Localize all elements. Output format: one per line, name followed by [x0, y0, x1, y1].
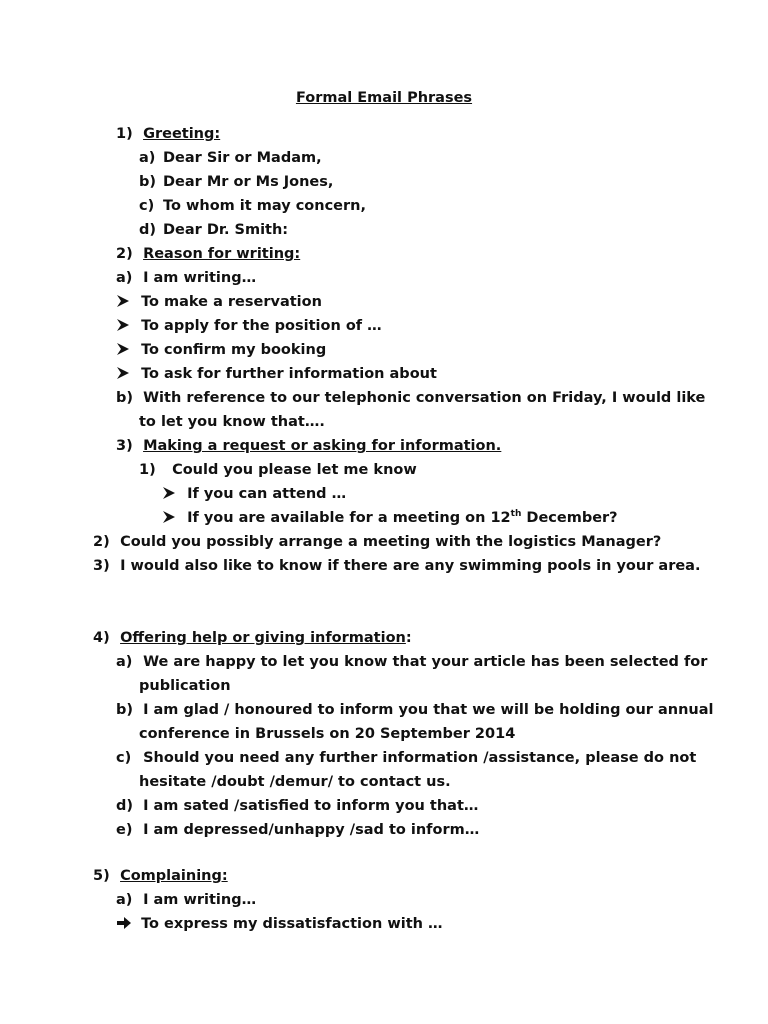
arrowhead-bullet-icon — [116, 366, 130, 380]
list-item-text: We are happy to let you know that your article has been selected for — [143, 654, 708, 670]
section-heading: Reason for writing: — [143, 246, 301, 262]
bullet-text: To confirm my booking — [141, 342, 327, 358]
bullet-text-part: December? — [521, 510, 618, 526]
page-title: Formal Email Phrases — [295, 90, 473, 106]
bullet-item — [162, 484, 346, 504]
arrowhead-bullet-icon — [116, 318, 130, 332]
list-marker: 3) — [93, 558, 110, 574]
list-item — [139, 172, 333, 192]
list-item — [93, 532, 661, 552]
section-heading: Offering help or giving information — [120, 630, 406, 646]
bullet-text: To ask for further information about — [141, 366, 437, 382]
list-item-continuation: conference in Brussels on 20 September 2014 — [139, 726, 516, 742]
list-item-text: Dear Dr. Smith: — [163, 222, 289, 238]
list-item — [116, 652, 707, 672]
list-item-text: Should you need any further information /assistance, please do not — [143, 750, 697, 766]
list-item-text: I am glad / honoured to inform you that we will be holding our annual — [143, 702, 714, 718]
list-item-text: I am depressed/unhappy /sad to inform… — [143, 822, 480, 838]
list-item — [116, 268, 256, 288]
bullet-item — [116, 316, 382, 336]
list-item-text: To whom it may concern, — [163, 198, 366, 214]
section-complaining — [93, 866, 228, 886]
list-marker: a) — [116, 892, 133, 908]
section-request — [116, 436, 501, 456]
bullet-item — [116, 340, 326, 360]
list-item-text: I would also like to know if there are any swimming pools in your area. — [120, 558, 701, 574]
section-heading: Complaining: — [120, 868, 228, 884]
list-marker: b) — [116, 390, 134, 406]
heading-colon: : — [405, 630, 412, 646]
list-marker: 4) — [93, 630, 110, 646]
list-item — [116, 388, 705, 408]
list-marker: 1) — [139, 462, 156, 478]
section-heading: Making a request or asking for information. — [143, 438, 502, 454]
list-item — [139, 148, 322, 168]
list-marker: d) — [116, 798, 134, 814]
right-arrow-icon — [116, 916, 132, 930]
bullet-item — [116, 292, 322, 312]
section-reason — [116, 244, 300, 264]
list-marker: a) — [139, 150, 156, 166]
arrowhead-bullet-icon — [116, 294, 130, 308]
list-marker: a) — [116, 654, 133, 670]
bullet-item — [162, 508, 618, 528]
list-item-text: With reference to our telephonic conversation on Friday, I would like — [143, 390, 706, 406]
list-marker: b) — [116, 702, 134, 718]
list-item — [116, 796, 478, 816]
list-item-text: I am writing… — [143, 892, 257, 908]
section-heading: Greeting: — [143, 126, 221, 142]
arrow-item-text: To express my dissatisfaction with … — [141, 916, 443, 932]
list-item — [93, 556, 700, 576]
list-marker: 2) — [116, 246, 133, 262]
list-item-text: I am sated /satisfied to inform you that… — [143, 798, 479, 814]
list-item-text: Dear Sir or Madam, — [163, 150, 322, 166]
section-greeting — [116, 124, 220, 144]
list-item-text: Dear Mr or Ms Jones, — [163, 174, 334, 190]
list-marker: c) — [139, 198, 155, 214]
list-item-text: Could you please let me know — [172, 462, 417, 478]
list-marker: 5) — [93, 868, 110, 884]
list-item-continuation: publication — [139, 678, 231, 694]
bullet-text-part: If you are available for a meeting on 12 — [187, 510, 511, 526]
list-marker: 1) — [116, 126, 133, 142]
list-item — [139, 460, 417, 480]
arrowhead-bullet-icon — [162, 510, 176, 524]
bullet-text: If you can attend … — [187, 486, 347, 502]
bullet-text — [187, 510, 618, 526]
list-item-text: I am writing… — [143, 270, 257, 286]
list-marker: 3) — [116, 438, 133, 454]
list-marker: b) — [139, 174, 157, 190]
list-marker: a) — [116, 270, 133, 286]
bullet-item — [116, 364, 437, 384]
arrowhead-bullet-icon — [116, 342, 130, 356]
section-offering — [93, 628, 412, 648]
list-item — [139, 220, 288, 240]
list-item — [116, 700, 714, 720]
list-item-continuation: hesitate /doubt /demur/ to contact us. — [139, 774, 451, 790]
list-item — [116, 748, 696, 768]
list-marker: d) — [139, 222, 157, 238]
list-item-text: Could you possibly arrange a meeting with the logistics Manager? — [120, 534, 662, 550]
list-item — [116, 890, 256, 910]
arrowhead-bullet-icon — [162, 486, 176, 500]
list-marker: e) — [116, 822, 133, 838]
list-item — [139, 196, 366, 216]
ordinal-suffix: th — [510, 509, 522, 520]
list-marker: c) — [116, 750, 132, 766]
list-marker: 2) — [93, 534, 110, 550]
list-item — [116, 820, 479, 840]
bullet-text: To make a reservation — [141, 294, 322, 310]
list-item-continuation: to let you know that…. — [139, 414, 325, 430]
arrow-item — [116, 914, 443, 934]
bullet-text: To apply for the position of … — [141, 318, 382, 334]
